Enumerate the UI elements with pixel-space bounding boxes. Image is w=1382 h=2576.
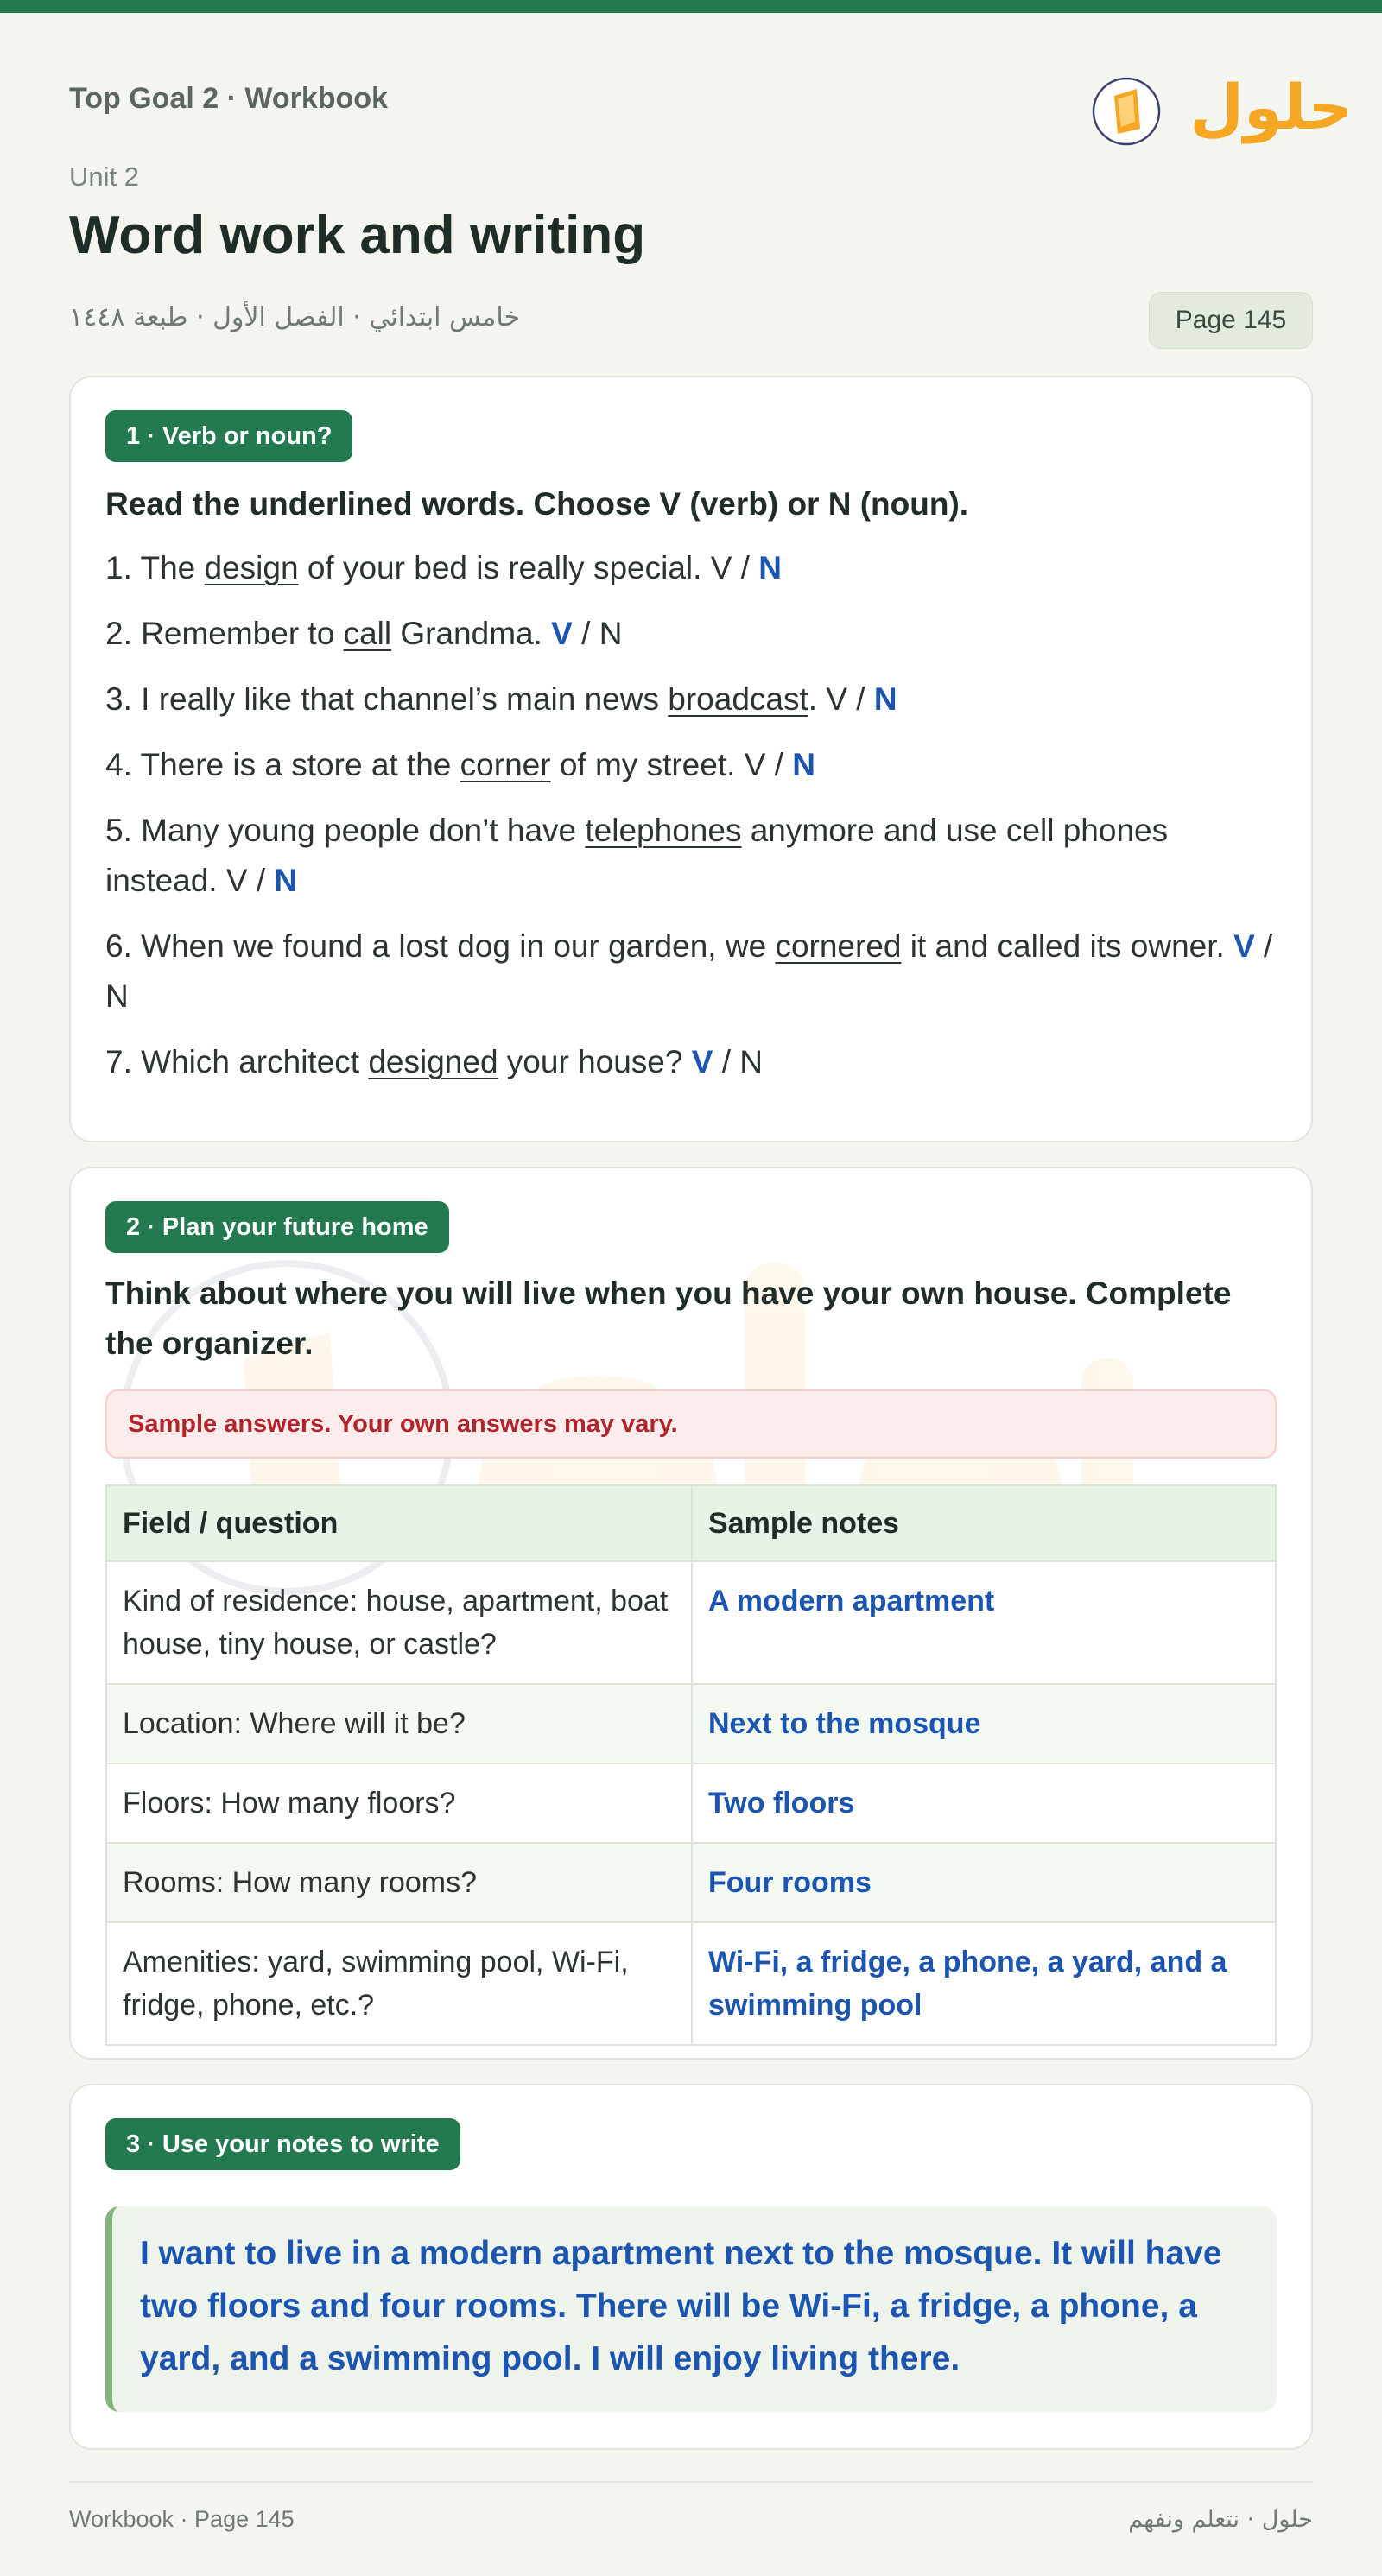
choice-separator: / xyxy=(847,681,874,717)
logo-wordmark: حلول xyxy=(1189,71,1353,143)
field-question: Kind of residence: house, apartment, boat house, tiny house, or castle? xyxy=(106,1561,692,1684)
question-item xyxy=(105,740,1277,790)
choice-separator: / xyxy=(713,1044,740,1079)
footer-page-label: Workbook · Page 145 xyxy=(69,2506,295,2532)
table-row xyxy=(106,1843,1276,1922)
top-accent-bar xyxy=(0,0,1382,13)
sample-answers-note: Sample answers. Your own answers may vary. xyxy=(105,1389,1277,1459)
choice-separator: / xyxy=(1254,928,1273,964)
table-row xyxy=(106,1561,1276,1684)
question-number: 6. xyxy=(105,928,132,964)
question-item xyxy=(105,921,1277,1022)
question-text-before: Many young people don’t have xyxy=(141,813,586,848)
question-item xyxy=(105,609,1277,659)
sample-note: Two floors xyxy=(692,1763,1276,1843)
footer-brand: حلول · نتعلم ونفهم xyxy=(1128,2506,1313,2533)
choice-v: V xyxy=(1233,928,1255,964)
question-text-after: anymore and use cell phones instead. xyxy=(105,813,1169,898)
column-header-notes: Sample notes xyxy=(692,1485,1276,1561)
workbook-page xyxy=(69,13,1353,2377)
underlined-word: corner xyxy=(460,747,551,782)
underlined-word: call xyxy=(343,616,392,651)
section-instruction: Read the underlined words. Choose V (verb) or N (noun). xyxy=(105,486,969,522)
question-text-after: it and called its owner. xyxy=(901,928,1234,964)
underlined-word: telephones xyxy=(585,813,742,848)
choice-separator: / xyxy=(247,863,275,898)
question-text-before: The xyxy=(140,550,205,585)
choice-v: V xyxy=(551,616,573,651)
section-write xyxy=(69,2084,1313,2450)
choice-n: N xyxy=(105,978,129,1014)
question-number: 4. xyxy=(105,747,132,782)
question-text-before: There is a store at the xyxy=(140,747,460,782)
question-number: 7. xyxy=(105,1044,132,1079)
sample-paragraph: I want to live in a modern apartment next to the mosque. It will have two floors and four rooms. There will be Wi-Fi, a fridge, a phone, a yard, and a swimming pool. I will enjoy living there. xyxy=(105,2206,1277,2412)
question-item xyxy=(105,1037,1277,1087)
underlined-word: broadcast xyxy=(668,681,808,717)
choice-v: V xyxy=(691,1044,713,1079)
arabic-subtitle: خامس ابتدائي · الفصل الأول · طبعة ١٤٤٨ xyxy=(69,302,521,332)
footer-divider xyxy=(69,2481,1313,2483)
question-text-before: When we found a lost dog in our garden, we xyxy=(141,928,776,964)
question-item xyxy=(105,674,1277,725)
underlined-word: designed xyxy=(368,1044,498,1079)
table-row xyxy=(106,1922,1276,2045)
choice-separator: / xyxy=(572,616,599,651)
page-number-badge: Page 145 xyxy=(1149,292,1313,349)
field-question: Floors: How many floors? xyxy=(106,1763,692,1843)
choice-separator: / xyxy=(732,550,759,585)
section-plan-home xyxy=(69,1167,1313,2060)
table-header-row xyxy=(106,1485,1276,1561)
question-text-after: Grandma. xyxy=(391,616,552,651)
page-title: Word work and writing xyxy=(69,206,646,265)
question-item xyxy=(105,806,1277,906)
section-badge: 1 · Verb or noun? xyxy=(105,410,352,462)
choice-v: V xyxy=(225,863,248,898)
underlined-word: design xyxy=(204,550,299,585)
choice-n: N xyxy=(873,681,897,717)
column-header-field: Field / question xyxy=(106,1485,692,1561)
question-text-before: Remember to xyxy=(141,616,344,651)
question-text-after: of my street. xyxy=(550,747,745,782)
sample-note: Wi-Fi, a fridge, a phone, a yard, and a swimming pool xyxy=(692,1922,1276,2045)
question-text-after: of your bed is really special. xyxy=(298,550,711,585)
choice-separator: / xyxy=(765,747,793,782)
choice-n: N xyxy=(758,550,782,585)
question-number: 1. xyxy=(105,550,132,585)
choice-n: N xyxy=(599,616,623,651)
hulul-logo xyxy=(1088,54,1353,158)
field-question: Amenities: yard, swimming pool, Wi-Fi, fridge, phone, etc.? xyxy=(106,1922,692,2045)
choice-n: N xyxy=(274,863,298,898)
field-question: Rooms: How many rooms? xyxy=(106,1843,692,1922)
organizer-table xyxy=(105,1484,1277,2046)
unit-label: Unit 2 xyxy=(69,161,139,192)
table-row xyxy=(106,1763,1276,1843)
question-text-before: Which architect xyxy=(141,1044,369,1079)
question-text-before: I really like that channel’s main news xyxy=(141,681,669,717)
sample-note: Next to the mosque xyxy=(692,1684,1276,1763)
book-title: Top Goal 2 · Workbook xyxy=(69,82,388,115)
question-text-after: . xyxy=(808,681,827,717)
question-item xyxy=(105,543,1277,593)
sample-note: Four rooms xyxy=(692,1843,1276,1922)
question-number: 3. xyxy=(105,681,132,717)
section-verb-or-noun xyxy=(69,376,1313,1142)
field-question: Location: Where will it be? xyxy=(106,1684,692,1763)
choice-v: V xyxy=(826,681,848,717)
choice-v: V xyxy=(710,550,732,585)
question-number: 2. xyxy=(105,616,132,651)
page-header xyxy=(69,13,1353,376)
section-badge: 2 · Plan your future home xyxy=(105,1201,449,1253)
choice-v: V xyxy=(744,747,766,782)
sample-note: A modern apartment xyxy=(692,1561,1276,1684)
organizer-body xyxy=(106,1561,1276,2045)
question-number: 5. xyxy=(105,813,132,848)
section-badge: 3 · Use your notes to write xyxy=(105,2118,460,2170)
section-instruction: Think about where you will live when you have your own house. Complete the organizer. xyxy=(105,1275,1232,1361)
table-row xyxy=(106,1684,1276,1763)
question-text-after: your house? xyxy=(498,1044,692,1079)
choice-n: N xyxy=(792,747,815,782)
underlined-word: cornered xyxy=(775,928,902,964)
choice-n: N xyxy=(739,1044,764,1079)
